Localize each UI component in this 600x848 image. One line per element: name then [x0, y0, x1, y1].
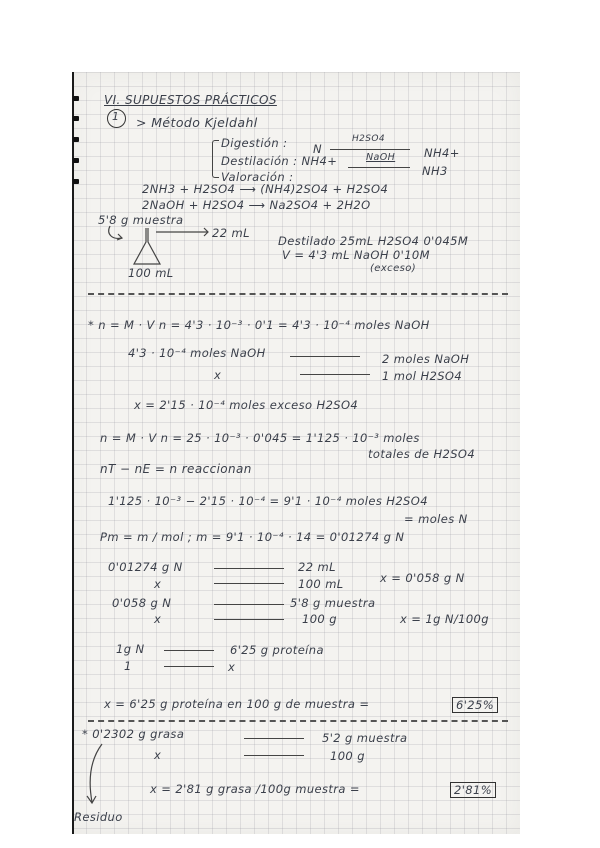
aliquot-volume: 22 mL	[212, 226, 250, 240]
fat-result: 2'81%	[450, 782, 496, 798]
step-digestion-reactant: N	[313, 142, 323, 156]
proportion-line	[214, 583, 284, 584]
calc-line: x	[228, 660, 236, 674]
step-destilacion-reagent: NaOH	[366, 152, 396, 163]
calc-line: 6'25 g proteína	[230, 643, 324, 657]
calc-line: 100 g	[302, 612, 337, 626]
proportion-line	[290, 356, 360, 357]
sample-mass: 5'8 g muestra	[98, 213, 184, 227]
calc-line: 5'8 g muestra	[290, 596, 376, 610]
flask-icon	[134, 228, 160, 264]
proportion-line	[300, 374, 370, 375]
residue-arrow	[84, 740, 114, 810]
calc-line: 0'01274 g N	[108, 560, 183, 574]
proportion-line	[244, 738, 304, 739]
calc-line: x = 0'058 g N	[380, 571, 465, 585]
reaction-arrow	[348, 167, 410, 168]
excess-note: (exceso)	[370, 263, 417, 274]
calc-line: 5'2 g muestra	[322, 731, 408, 745]
calc-line: x = 2'81 g grasa /100g muestra =	[150, 782, 360, 796]
flask-drawing	[104, 222, 224, 292]
calc-line: * 0'2302 g grasa	[82, 727, 185, 741]
calc-line: x = 6'25 g proteína en 100 g de muestra =	[104, 697, 370, 711]
equation-2: 2NaOH + H2SO4 ⟶ Na2SO4 + 2H2O	[142, 198, 371, 212]
proportion-line	[214, 604, 284, 605]
titration-info: V = 4'3 mL NaOH 0'10M	[282, 248, 430, 262]
step-digestion-reagent: H2SO4	[352, 134, 386, 144]
step-digestion-label: Digestión :	[221, 136, 288, 150]
reaction-arrow	[330, 149, 410, 150]
step-digestion-product: NH4+	[424, 146, 460, 160]
arrow-head	[117, 234, 122, 240]
calc-line: 1g N	[116, 642, 145, 656]
section-number: 1	[112, 110, 120, 123]
calc-line: 0'058 g N	[112, 596, 172, 610]
calc-line: 100 mL	[298, 577, 344, 591]
section-heading: VI. SUPUESTOS PRÁCTICOS	[104, 93, 277, 107]
calc-line: x	[154, 748, 162, 762]
section-divider	[88, 720, 508, 722]
flask-volume: 100 mL	[128, 266, 174, 280]
calc-line: x	[154, 577, 162, 591]
steps-bracket	[212, 140, 219, 178]
calc-line: 22 mL	[298, 560, 336, 574]
step-destilacion-product: NH3	[422, 164, 448, 178]
calc-line: nT − nE = n reaccionan	[100, 462, 252, 476]
proportion-line	[244, 755, 304, 756]
proportion-line	[214, 619, 284, 620]
calc-line: 100 g	[330, 749, 365, 763]
calc-line: x	[154, 612, 162, 626]
calc-line: 1	[124, 659, 132, 673]
calc-line: 1 mol H2SO4	[382, 369, 463, 383]
calc-line: Pm = m / mol ; m = 9'1 · 10⁻⁴ · 14 = 0'01274 g N	[100, 530, 405, 544]
equation-1: 2NH3 + H2SO4 ⟶ (NH4)2SO4 + H2SO4	[142, 182, 389, 196]
calc-line: 4'3 · 10⁻⁴ moles NaOH	[128, 346, 266, 360]
calc-line: x = 2'15 · 10⁻⁴ moles exceso H2SO4	[134, 398, 359, 412]
calc-line: totales de H2SO4	[368, 447, 476, 461]
calc-line: * n = M · V n = 4'3 · 10⁻³ · 0'1 = 4'3 · 10⁻⁴ moles NaOH	[88, 318, 430, 332]
proportion-line	[164, 666, 214, 667]
calc-line: 2 moles NaOH	[382, 352, 470, 366]
calc-line: x = 1g N/100g	[400, 612, 489, 626]
proportion-line	[214, 568, 284, 569]
binding-ring	[73, 158, 79, 163]
curved-arrow	[90, 744, 102, 802]
calc-line: n = M · V n = 25 · 10⁻³ · 0'045 = 1'125 · 10⁻³ moles	[100, 431, 420, 445]
proportion-line	[164, 650, 214, 651]
calc-line: 1'125 · 10⁻³ − 2'15 · 10⁻⁴ = 9'1 · 10⁻⁴ moles H2SO4	[108, 494, 428, 508]
binding-ring	[73, 116, 79, 121]
calc-line: x	[214, 368, 222, 382]
section-title: > Método Kjeldahl	[136, 115, 258, 130]
binding-ring	[73, 179, 79, 184]
distillate-info: Destilado 25mL H2SO4 0'045M	[278, 234, 469, 248]
residue-label: Residuo	[74, 810, 123, 824]
step-destilacion-label: Destilación : NH4+	[221, 154, 338, 168]
binding-ring	[73, 96, 79, 101]
section-divider	[88, 293, 508, 295]
step-valoracion-label: Valoración :	[221, 170, 294, 184]
calc-line: = moles N	[404, 512, 468, 526]
protein-result: 6'25%	[452, 697, 498, 713]
binding-ring	[73, 137, 79, 142]
